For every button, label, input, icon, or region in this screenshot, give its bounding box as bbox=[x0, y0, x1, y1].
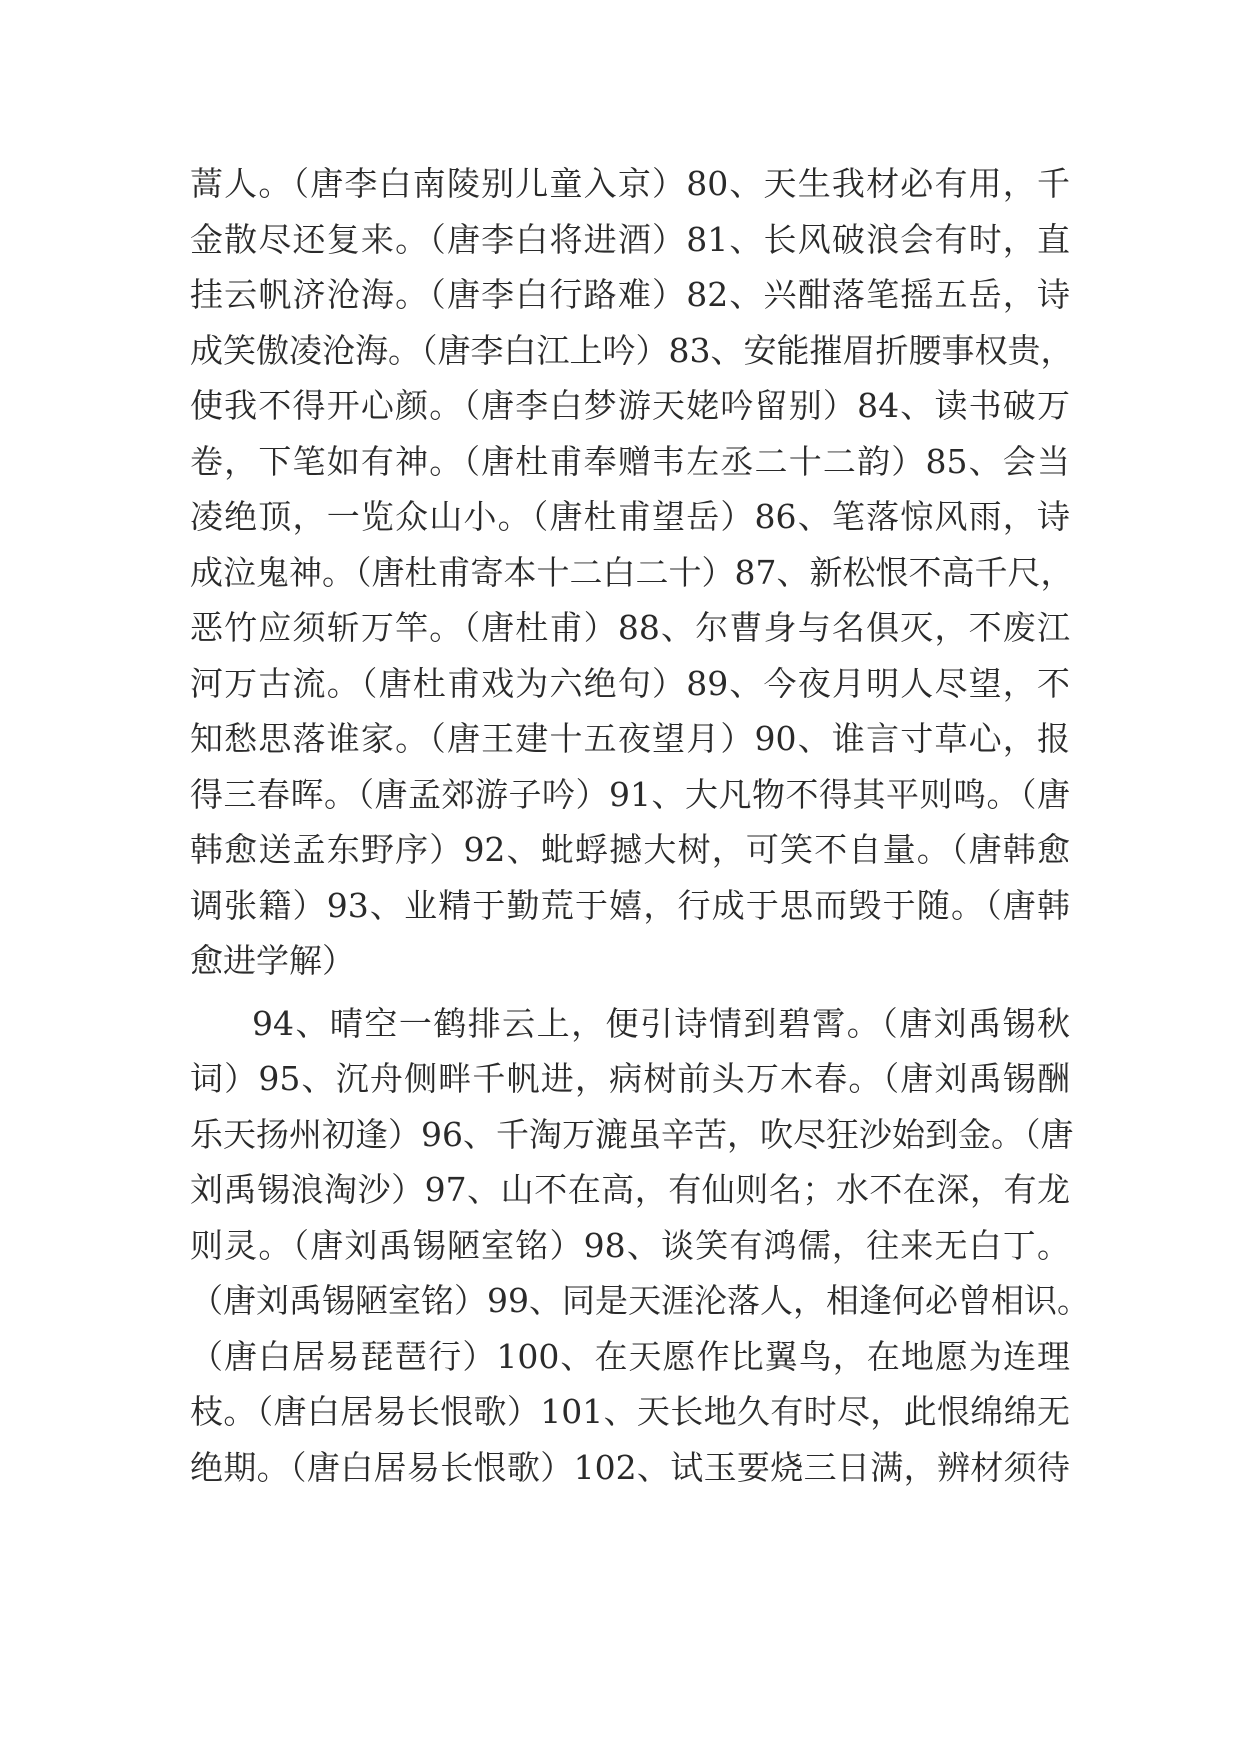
text-line: 卷，下笔如有神。（唐杜甫奉赠韦左丞二十二韵）85、会当 bbox=[190, 441, 1070, 481]
body-text bbox=[190, 156, 1090, 1495]
text-line: 凌绝顶，一览众山小。（唐杜甫望岳）86、笔落惊风雨，诗 bbox=[190, 497, 1070, 536]
text-line: 成泣鬼神。（唐杜甫寄本十二白二十）87、新松恨不高千尺， bbox=[190, 552, 1074, 592]
text-line: 枝。（唐白居易长恨歌）101、天长地久有时尽，此恨绵绵无 bbox=[190, 1392, 1070, 1431]
text-line: 得三春晖。（唐孟郊游子吟）91、大凡物不得其平则鸣。（唐 bbox=[190, 774, 1070, 814]
text-line: 挂云帆济沧海。（唐李白行路难）82、兴酣落笔摇五岳，诗 bbox=[190, 275, 1070, 314]
text-line: 成笑傲凌沧海。（唐李白江上吟）83、安能摧眉折腰事权贵， bbox=[190, 330, 1074, 370]
text-line: 韩愈送孟东野序）92、蚍蜉撼大树，可笑不自量。（唐韩愈 bbox=[190, 830, 1070, 869]
text-line: 恶竹应须斩万竿。（唐杜甫）88、尔曹身与名俱灭，不废江 bbox=[190, 608, 1070, 647]
text-line: 则灵。（唐刘禹锡陋室铭）98、谈笑有鸿儒，往来无白丁。 bbox=[190, 1225, 1070, 1265]
text-line: 知愁思落谁家。（唐王建十五夜望月）90、谁言寸草心，报 bbox=[190, 719, 1070, 758]
text-line: 调张籍）93、业精于勤荒于嬉，行成于思而毁于随。（唐韩 bbox=[190, 885, 1070, 925]
text-line: 乐天扬州初逢）96、千淘万漉虽辛苦，吹尽狂沙始到金。（唐 bbox=[190, 1114, 1074, 1154]
text-line: 绝期。（唐白居易长恨歌）102、试玉要烧三日满，辨材须待 bbox=[190, 1447, 1070, 1487]
paragraph-1 bbox=[190, 156, 1074, 989]
text-line: 词）95、沉舟侧畔千帆进，病树前头万木春。（唐刘禹锡酬 bbox=[190, 1059, 1070, 1098]
text-line: 金散尽还复来。（唐李白将进酒）81、长风破浪会有时，直 bbox=[190, 219, 1070, 259]
paragraph-spacer bbox=[190, 989, 1070, 996]
text-line: 河万古流。（唐杜甫戏为六绝句）89、今夜月明人尽望，不 bbox=[190, 663, 1070, 703]
text-line: 94、晴空一鹤排云上，便引诗情到碧霄。（唐刘禹锡秋 bbox=[252, 1003, 1070, 1043]
text-line: 使我不得开心颜。（唐李白梦游天姥吟留别）84、读书破万 bbox=[190, 386, 1070, 425]
text-line: （唐白居易琵琶行）100、在天愿作比翼鸟，在地愿为连理 bbox=[190, 1336, 1070, 1376]
text-line: （唐刘禹锡陋室铭）99、同是天涯沦落人，相逢何必曾相识。 bbox=[190, 1281, 1090, 1320]
text-line: 愈进学解） bbox=[190, 941, 355, 980]
paragraph-2 bbox=[190, 996, 1090, 1496]
text-line: 刘禹锡浪淘沙）97、山不在高，有仙则名；水不在深，有龙 bbox=[190, 1170, 1070, 1209]
text-line: 蒿人。（唐李白南陵别儿童入京）80、天生我材必有用，千 bbox=[190, 164, 1070, 203]
